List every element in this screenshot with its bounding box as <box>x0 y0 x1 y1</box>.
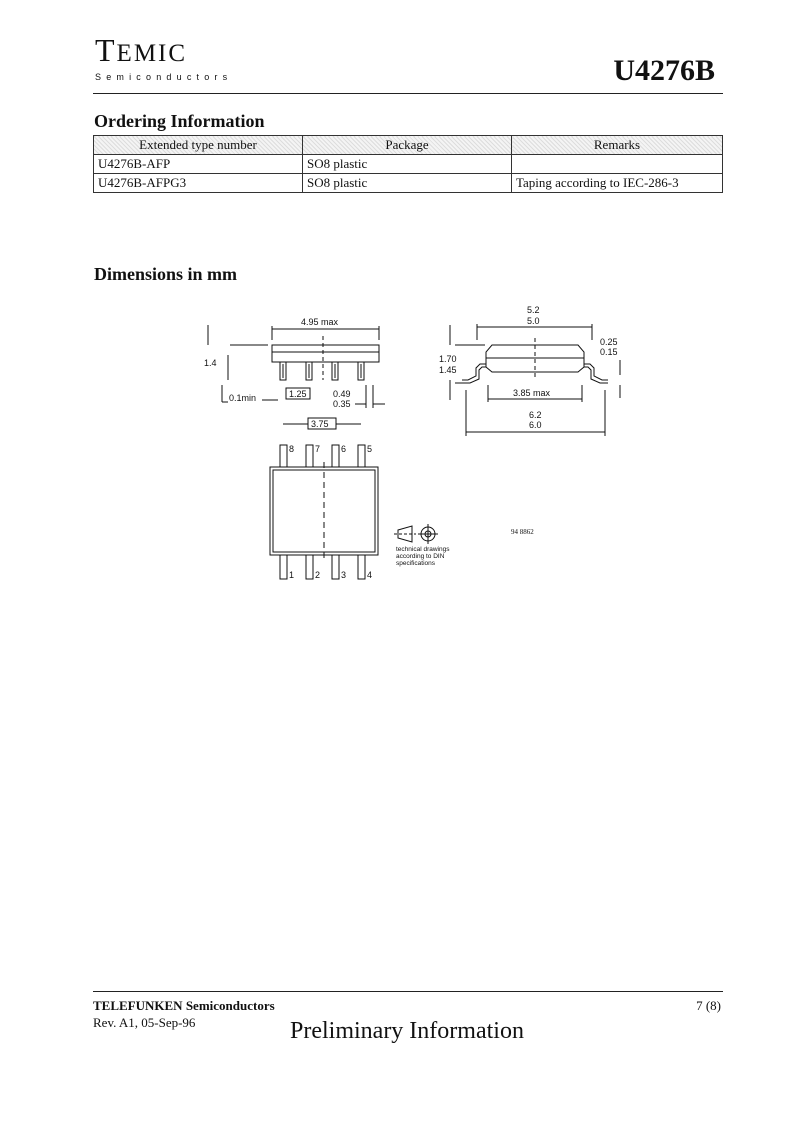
pin-number: 7 <box>315 444 321 454</box>
side-view-front <box>208 325 385 429</box>
table-cell: U4276B-AFP <box>94 155 303 174</box>
part-number: U4276B <box>613 54 715 87</box>
overall-max-label: 6.2 <box>529 410 542 420</box>
logo-subtitle: Semiconductors <box>95 72 233 82</box>
lead-width-max-label: 0.49 <box>333 389 351 399</box>
din-note-line: specifications <box>396 560 436 567</box>
table-cell: U4276B-AFPG3 <box>94 174 303 193</box>
height-label: 1.4 <box>204 358 217 368</box>
pin-number: 6 <box>341 444 347 454</box>
footer-preliminary-note: Preliminary Information <box>290 1018 524 1044</box>
dimensions-title: Dimensions in mm <box>94 264 238 284</box>
logo-first-letter: T <box>95 32 117 68</box>
height-max-label: 1.70 <box>439 354 457 364</box>
footer-revision: Rev. A1, 05-Sep-96 <box>93 1015 196 1030</box>
drawing-number: 94 8862 <box>511 528 534 536</box>
ordering-title: Ordering Information <box>94 111 265 131</box>
pin-number: 3 <box>341 570 347 580</box>
span-label: 3.75 <box>311 419 329 429</box>
standoff-label: 0.1min <box>229 393 257 403</box>
pin-number: 8 <box>289 444 295 454</box>
footer-page-number: 7 (8) <box>696 998 721 1013</box>
table-cell: SO8 plastic <box>303 174 512 193</box>
pin-number: 5 <box>367 444 373 454</box>
lead-thickness-max-label: 0.25 <box>600 337 618 347</box>
body-width-max-label: 5.2 <box>527 305 540 315</box>
footer-rule <box>93 991 723 992</box>
pin-number: 4 <box>367 570 373 580</box>
pin-number: 2 <box>315 570 321 580</box>
pin-number: 1 <box>289 570 295 580</box>
column-header: Remarks <box>512 136 723 155</box>
din-note-line: according to DIN <box>396 553 445 560</box>
column-header: Package <box>303 136 512 155</box>
din-note-line: technical drawings <box>396 546 450 553</box>
table-cell: Taping according to IEC-286-3 <box>512 174 723 193</box>
pitch-label: 1.25 <box>289 389 307 399</box>
top-view <box>270 445 378 579</box>
column-header: Extended type number <box>94 136 303 155</box>
lead-width-min-label: 0.35 <box>333 399 351 409</box>
body-length-label: 3.85 max <box>513 388 551 398</box>
overall-min-label: 6.0 <box>529 420 542 430</box>
table-cell: SO8 plastic <box>303 155 512 174</box>
logo-rest-letters: EMIC <box>116 40 188 67</box>
height-min-label: 1.45 <box>439 365 457 375</box>
width-label: 4.95 max <box>301 317 339 327</box>
body-width-min-label: 5.0 <box>527 316 540 326</box>
footer-company: TELEFUNKEN Semiconductors <box>93 998 275 1013</box>
lead-thickness-min-label: 0.15 <box>600 347 618 357</box>
projection-symbol-icon <box>394 524 438 544</box>
